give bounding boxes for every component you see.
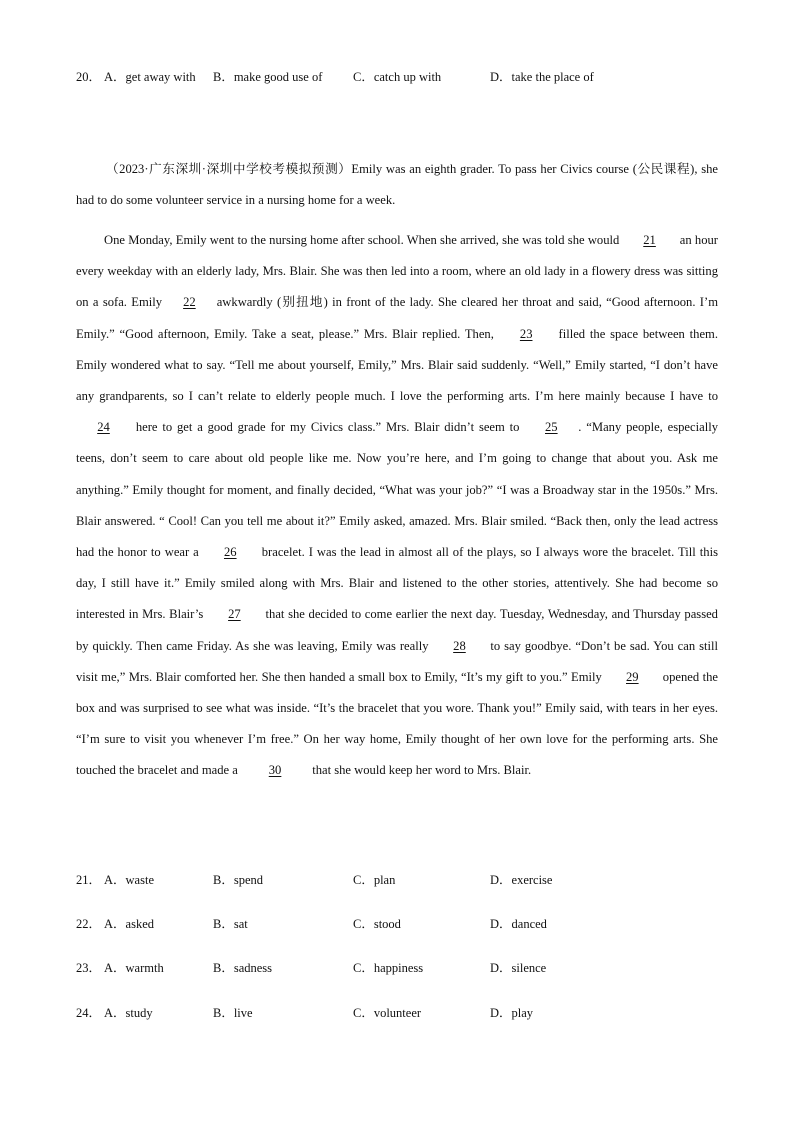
option-d: D．silence bbox=[490, 961, 547, 975]
option-b: B．live bbox=[213, 1006, 253, 1020]
option-b: B．spend bbox=[213, 873, 264, 887]
question-20 bbox=[76, 67, 594, 157]
passage-text: opened the box and was surprised to see what was inside. “It’s the bracelet that you wore. Thank you!” Emily said, with tears in her eyes. “I’m sure to visit you whenever I’m free.” On her way home, Emily thought of her own love for the performing arts. She touched the bracelet and made a bbox=[76, 669, 718, 778]
option-a: A．study bbox=[104, 1006, 153, 1020]
question-number: 24． bbox=[76, 1006, 102, 1020]
option-c: C．plan bbox=[353, 873, 396, 887]
cloze-passage bbox=[76, 225, 718, 787]
blank-23: 23 bbox=[519, 326, 533, 341]
option-b: B．sadness bbox=[213, 961, 273, 975]
blank-25: 25 bbox=[545, 420, 558, 435]
blank-22: 22 bbox=[183, 295, 196, 310]
passage-text: that she would keep her word to Mrs. Blair. bbox=[309, 763, 532, 778]
option-c: C．stood bbox=[353, 917, 401, 931]
option-c: C．happiness bbox=[353, 961, 424, 975]
option-d: D．danced bbox=[490, 917, 547, 931]
passage-text: awkwardly (别扭地) in front of the lady. She cleared her throat and said, “Good afternoon. I’m Emily.” “Good afternoon, Emily. Take a seat, please.” Mrs. Blair replied. Then, bbox=[76, 295, 718, 341]
option-a: A．warmth bbox=[104, 961, 164, 975]
option-b: B．sat bbox=[213, 917, 248, 931]
intro-text: Emily was an eighth grader. To pass her Civics course (公民课程), she had to do some volunteer service in a nursing home for a week. bbox=[76, 162, 718, 207]
passage-text: filled the space between them. Emily wondered what to say. “Tell me about yourself, Emily,” Mrs. Blair said suddenly. “Well,” Emily started, “I don’t have any grandparents, so I can’t relate to elderly people much. I love the performing arts. I’m here mainly because I have to bbox=[76, 326, 718, 404]
blank-30: 30 bbox=[268, 763, 282, 778]
option-a: A．waste bbox=[104, 873, 154, 887]
option-c: C．catch up with bbox=[353, 70, 442, 84]
passage-text: that she decided to come earlier the next day. Tuesday, Wednesday, and Thursday passed by quickly. Then came Friday. As she was leaving, Emily was really bbox=[76, 607, 718, 653]
option-a: A．get away with bbox=[104, 70, 196, 84]
blank-28: 28 bbox=[453, 638, 466, 653]
blank-29: 29 bbox=[626, 669, 639, 684]
question-number: 23． bbox=[76, 961, 102, 975]
passage-text: to say goodbye. “Don’t be sad. You can still visit me,” Mrs. Blair comforted her. She then handed a small box to Emily, “It’s my gift to you.” Emily bbox=[76, 638, 718, 684]
option-d: D．exercise bbox=[490, 873, 553, 887]
passage-text: One Monday, Emily went to the nursing home after school. When she arrived, she was told she would bbox=[104, 233, 623, 247]
source-note: （2023·广东深圳·深圳中学校考模拟预测） bbox=[106, 162, 352, 176]
blank-26: 26 bbox=[223, 545, 237, 560]
blank-21: 21 bbox=[643, 233, 656, 247]
option-a: A．asked bbox=[104, 917, 154, 931]
question-number: 22． bbox=[76, 917, 102, 931]
option-c: C．volunteer bbox=[353, 1006, 422, 1020]
passage-intro bbox=[76, 154, 718, 216]
passage-text: . “Many people, especially teens, don’t seem to care about old people like me. Now you’re here, and I’m going to change that about you. Ask me anything.” Emily thought for moment, and finally decided, “What was your job?” “I was a Broadway star in the 1950s.” Mrs. Blair answered. “ Cool! Can you tell me about it?” Emily asked, amazed. Mrs. Blair smiled. “Back then, only the lead actress had the honor to wear a bbox=[76, 420, 718, 560]
passage-text: an hour every weekday with an elderly lady, Mrs. Blair. She was then led into a room, where an old lady in a flowery dress was sitting on a sofa. Emily bbox=[76, 233, 718, 310]
option-d: D．play bbox=[490, 1006, 534, 1020]
passage-text: bracelet. I was the lead in almost all of the plays, so I always wore the bracelet. Till this day, I still have it.” Emily smiled along with Mrs. Blair and listened to the other stories, attentively. She had become so interested in Mrs. Blair’s bbox=[76, 545, 718, 622]
passage-text: here to get a good grade for my Civics class.” Mrs. Blair didn’t seem to bbox=[131, 420, 525, 435]
option-b: B．make good use of bbox=[213, 70, 323, 84]
blank-24: 24 bbox=[97, 420, 110, 435]
option-d: D．take the place of bbox=[490, 70, 594, 84]
question-number: 20． bbox=[76, 70, 102, 84]
blank-27: 27 bbox=[228, 607, 241, 622]
question-number: 21． bbox=[76, 873, 102, 887]
